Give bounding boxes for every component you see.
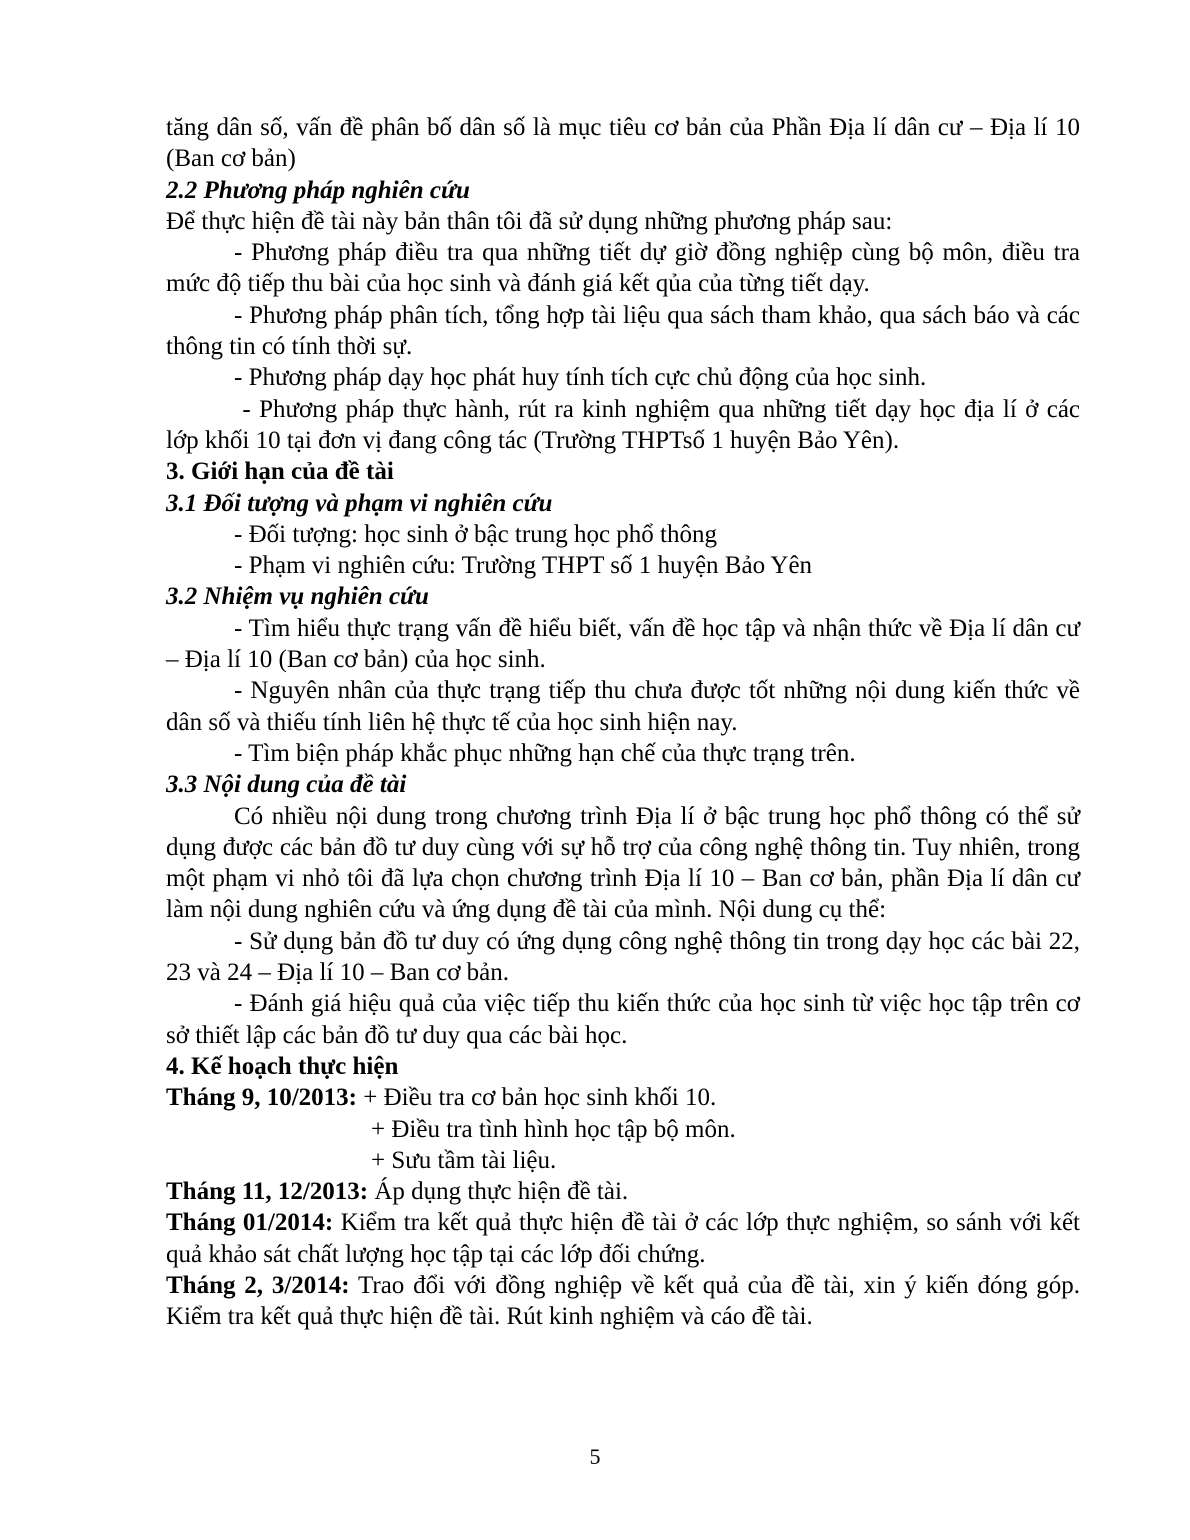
method-item: - Phương pháp thực hành, rút ra kinh nghiệm qua những tiết dạy học địa lí ở các lớp khối 10 tại đơn vị đang công tác (Trường THPTsố 1 huyện Bảo Yên). <box>166 395 1087 454</box>
plan-row <box>166 1145 1080 1176</box>
heading-3-2: 3.2 Nhiệm vụ nghiên cứu <box>166 583 429 611</box>
plan-row <box>166 1270 1080 1333</box>
content-item: - Sử dụng bản đồ tư duy có ứng dụng công nghệ thông tin trong dạy học các bài 22, 23 và 24 – Địa lí 10 – Ban cơ bản. <box>166 927 1080 987</box>
page-number: 5 <box>589 1444 601 1469</box>
plan-text: + Điều tra cơ bản học sinh khối 10. <box>357 1084 717 1112</box>
task-item: - Nguyên nhân của thực trạng tiếp thu chưa được tốt những nội dung kiến thức về dân số và thiếu tính liên hệ thực tế của học sinh hiện nay. <box>166 677 1080 736</box>
plan-text: Áp dụng thực hiện đề tài. <box>368 1178 629 1206</box>
plan-text: Kiểm tra kết quả thực hiện đề tài ở các lớp thực nghiệm, so sánh với kết quả khảo sát chất lượng học tập tại các lớp đối chứng. <box>166 1209 1080 1268</box>
document-page <box>166 112 1087 1333</box>
heading-4: 4. Kế hoạch thực hiện <box>166 1052 399 1080</box>
content-paragraph: Có nhiều nội dung trong chương trình Địa lí ở bậc trung học phổ thông có thể sử dụng được các bản đồ tư duy cùng với sự hỗ trợ của công nghệ thông tin. Tuy nhiên, trong một phạm vi nhỏ tôi đã lựa chọn chương trình Địa lí 10 – Ban cơ bản, phần Địa lí dân cư làm nội dung nghiên cứu và ứng dụng đề tài của mình. Nội dung cụ thể: <box>166 802 1080 924</box>
content-item: - Đánh giá hiệu quả của việc tiếp thu kiến thức của học sinh từ việc học tập trên cơ sở thiết lập các bản đồ tư duy qua các bài học. <box>166 990 1080 1049</box>
heading-3-1: 3.1 Đối tượng và phạm vi nghiên cứu <box>166 489 553 517</box>
method-item: - Phương pháp phân tích, tổng hợp tài liệu qua sách tham khảo, qua sách báo và các thông tin có tính thời sự. <box>166 301 1080 361</box>
methods-intro: Để thực hiện đề tài này bản thân tôi đã sử dụng những phương pháp sau: <box>166 207 893 235</box>
heading-3-3: 3.3 Nội dung của đề tài <box>166 771 407 799</box>
scope-item: - Đối tượng: học sinh ở bậc trung học phổ thông <box>234 520 717 548</box>
method-item: - Phương pháp điều tra qua những tiết dự giờ đồng nghiệp cùng bộ môn, điều tra mức độ tiếp thu bài của học sinh và đánh giá kết qủa của từng tiết dạy. <box>166 239 1080 298</box>
heading-3: 3. Giới hạn của đề tài <box>166 458 394 486</box>
plan-label: Tháng 01/2014: <box>166 1209 334 1237</box>
plan-text: + Điều tra tình hình học tập bộ môn. <box>371 1115 736 1143</box>
method-item: - Phương pháp dạy học phát huy tính tích cực chủ động của học sinh. <box>234 364 927 392</box>
plan-row <box>166 1207 1080 1270</box>
plan-row <box>166 1114 1080 1145</box>
task-item: - Tìm biện pháp khắc phục những hạn chế của thực trạng trên. <box>234 739 856 767</box>
plan-label: Tháng 11, 12/2013: <box>166 1178 369 1206</box>
scope-item: - Phạm vi nghiên cứu: Trường THPT số 1 huyện Bảo Yên <box>234 552 813 580</box>
intro-paragraph: tăng dân số, vấn đề phân bố dân số là mục tiêu cơ bản của Phần Địa lí dân cư – Địa lí 10 (Ban cơ bản) <box>166 114 1080 173</box>
plan-label: Tháng 2, 3/2014: <box>166 1271 350 1299</box>
plan-row <box>166 1176 1080 1207</box>
plan-text: + Sưu tầm tài liệu. <box>371 1146 557 1174</box>
heading-2-2: 2.2 Phương pháp nghiên cứu <box>166 176 470 204</box>
plan-row <box>166 1082 1080 1113</box>
plan-label: Tháng 9, 10/2013: <box>166 1084 358 1112</box>
plan-text: Trao đổi với đồng nghiệp về kết quả của đề tài, xin ý kiến đóng góp. Kiểm tra kết quả thực hiện đề tài. Rút kinh nghiệm và cáo đề tài. <box>166 1271 1081 1331</box>
task-item: - Tìm hiểu thực trạng vấn đề hiểu biết, vấn đề học tập và nhận thức về Địa lí dân cư – Địa lí 10 (Ban cơ bản) của học sinh. <box>166 614 1080 674</box>
